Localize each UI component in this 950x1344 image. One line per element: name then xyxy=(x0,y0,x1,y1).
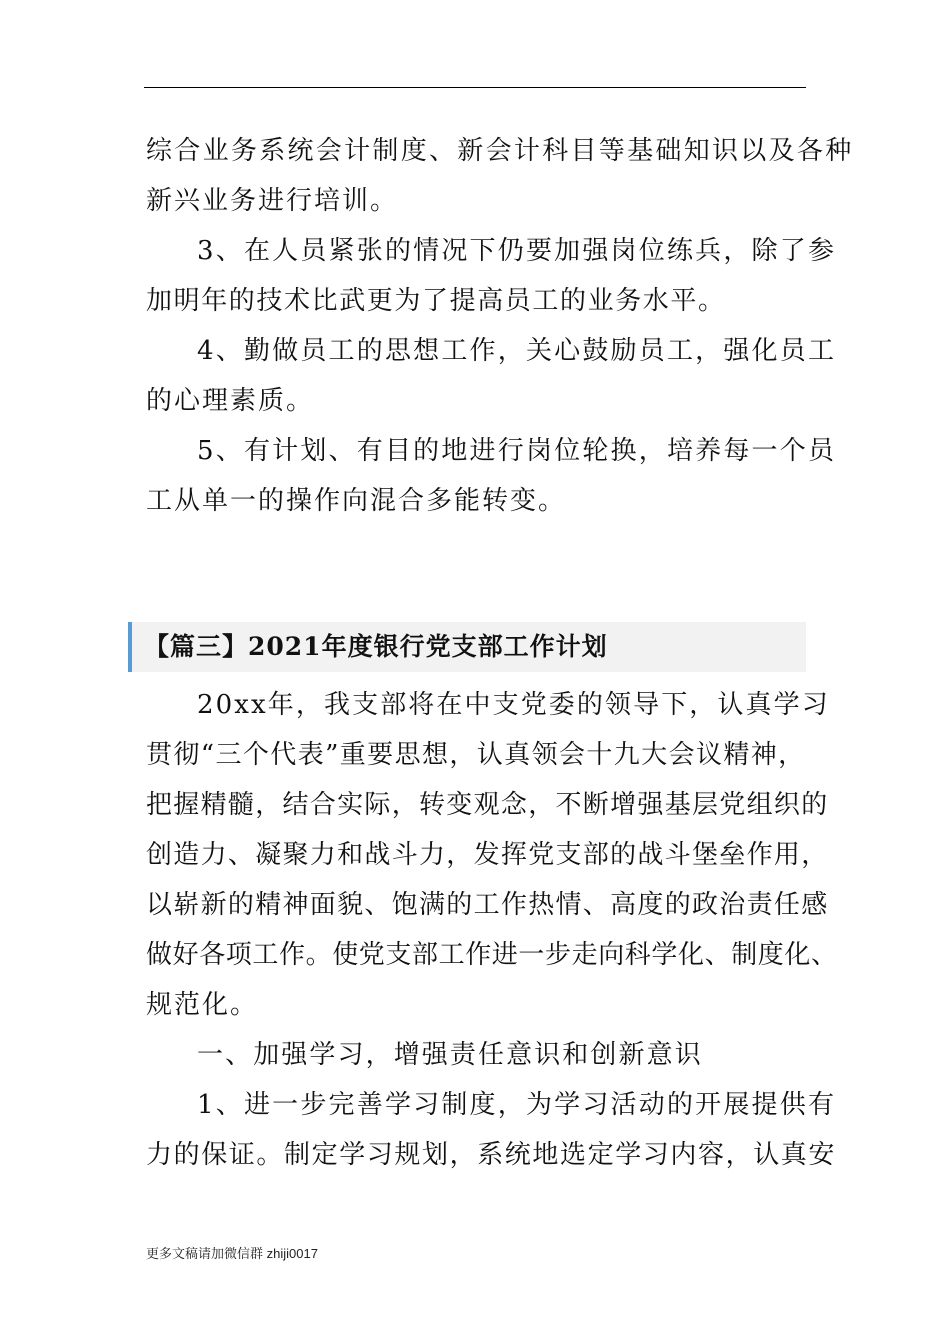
section-heading: 【篇三】2021年度银行党支部工作计划 xyxy=(144,632,608,661)
list-item-1: 1、进一步完善学习制度，为学习活动的开展提供有 xyxy=(197,1090,837,1120)
section-heading-box xyxy=(128,622,806,672)
list-item-5: 5、有计划、有目的地进行岗位轮换，培养每一个员 xyxy=(197,436,837,466)
body-text-line: 工从单一的操作向混合多能转变。 xyxy=(146,486,567,516)
list-item-4: 4、勤做员工的思想工作，关心鼓励员工，强化员工 xyxy=(197,336,837,366)
list-item-3: 3、在人员紧张的情况下仍要加强岗位练兵，除了参 xyxy=(197,236,837,266)
paragraph-line: 以崭新的精神面貌、饱满的工作热情、高度的政治责任感 xyxy=(146,890,829,920)
body-text-line: 的心理素质。 xyxy=(146,386,315,416)
paragraph-line: 规范化。 xyxy=(146,990,259,1020)
paragraph-line: 20xx年，我支部将在中支党委的领导下，认真学习 xyxy=(197,690,830,720)
paragraph-line: 贯彻“三个代表”重要思想，认真领会十九大会议精神， xyxy=(146,740,806,770)
header-rule xyxy=(144,87,806,88)
body-text-line: 综合业务系统会计制度、新会计科目等基础知识以及各种 xyxy=(146,136,854,166)
paragraph-line: 力的保证。制定学习规划，系统地选定学习内容，认真安 xyxy=(146,1140,837,1170)
page-footer: 更多文稿请加微信群 zhiji0017 xyxy=(146,1246,318,1261)
paragraph-line: 把握精髓，结合实际，转变观念，不断增强基层党组织的 xyxy=(146,790,829,820)
paragraph-line: 做好各项工作。使党支部工作进一步走向科学化、制度化、 xyxy=(146,940,838,970)
body-text-line: 新兴业务进行培训。 xyxy=(146,186,399,216)
body-text-line: 加明年的技术比武更为了提高员工的业务水平。 xyxy=(146,286,726,316)
paragraph-line: 创造力、凝聚力和战斗力，发挥党支部的战斗堡垒作用， xyxy=(146,840,829,870)
subsection-heading: 一、加强学习，增强责任意识和创新意识 xyxy=(197,1040,703,1070)
